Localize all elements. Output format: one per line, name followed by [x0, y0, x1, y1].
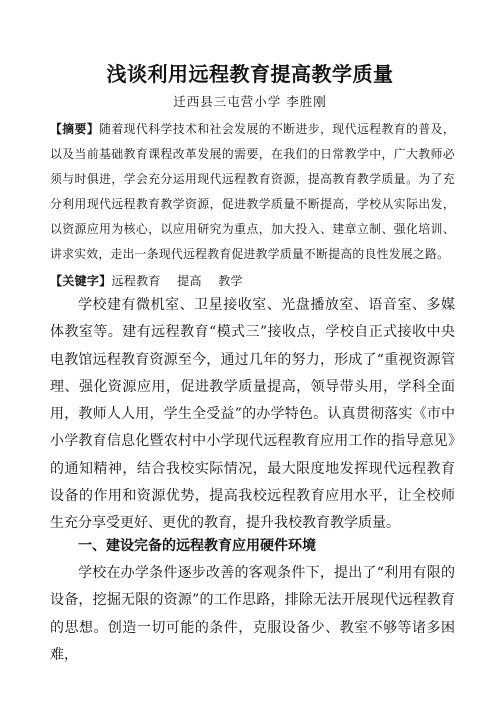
- body-paragraph-2: 学校在办学条件逐步改善的客观条件下，提出了“利用有限的设备，挖掘无限的资源”的工作思路，排除无法开展现代远程教育的思想。创造一切可能的条件，克服设备少、教室不够等诸多困难，: [50, 565, 455, 663]
- body-paragraph-1: 学校建有微机室、卫星接收室、光盘播放室、语音室、多媒体教室等。建有远程教育“模式三”接收点，学校自正式接收中央电教馆远程教育资源至今，通过几年的努力，形成了“重视资源管理、强化资源应用，促进教学质量提高，领导带头用，学科全面用，教师人人用，学生全受益”的办学特色。认真贯彻落实《市中小学教育信息化暨农村中小学现代远程教育应用工作的指导意见》的通知精神，结合我校实际情况，最大限度地发挥现代远程教育设备的作用和资源优势，提高我校远程教育应用水平，让全校师生充分享受更好、更优的教育，提升我校教育教学质量。: [50, 297, 455, 532]
- section-heading-1: 一、建设完备的远程教育应用硬件环境: [78, 538, 316, 554]
- abstract-text: 随着现代科学技术和社会发展的不断进步，现代远程教育的普及，以及当前基础教育课程改革发展的需要，在我们的日常教学中，广大教师必须与时俱进，学会充分运用现代远程教育资源，提高教育教学质量。为了充分利用现代远程教育教学资源，促进教学质量不断提高，学校从实际出发，以资源应用为核心，以应用研究为重点，加大投入、建章立制、强化培训、讲求实效，走出一条现代远程教育促进教学质量不断提高的良性发展之路。: [50, 122, 456, 261]
- abstract-label: 【摘要】: [50, 122, 100, 136]
- keywords-text: 远程教育 提高 教学: [111, 274, 243, 288]
- document-author: 迁西县三屯营小学 李胜刚: [173, 94, 327, 109]
- keywords-label: 【关键字】: [50, 274, 112, 288]
- abstract-block: [50, 117, 455, 267]
- document-title: 浅谈利用远程教育提高教学质量: [106, 62, 394, 86]
- keywords-block: [50, 269, 455, 294]
